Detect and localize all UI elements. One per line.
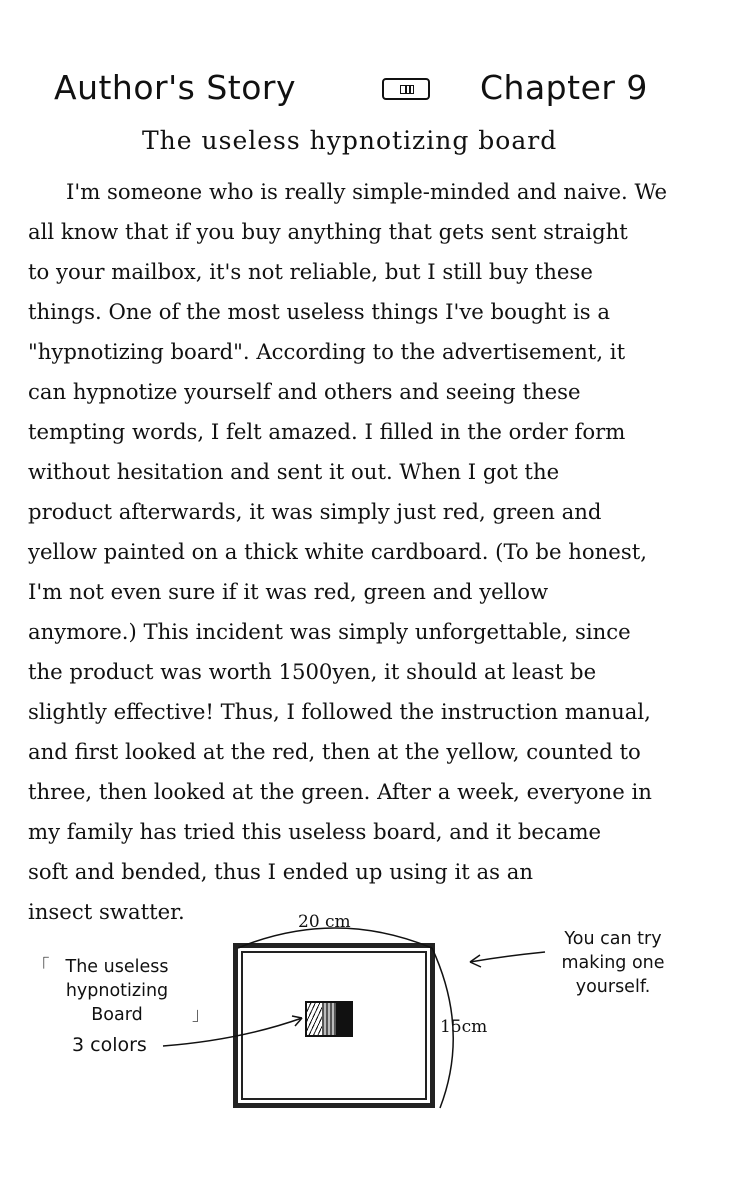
story-line: all know that if you buy anything that gets sent straight [28, 219, 628, 244]
bracket-close: 」 [192, 1005, 210, 1025]
story-line: things. One of the most useless things I've bought is a [28, 299, 610, 324]
story-line: anymore.) This incident was simply unforgettable, since [28, 619, 631, 644]
story-title: The useless hypnotizing board [142, 126, 558, 155]
story-line: my family has tried this useless board, and it became [28, 819, 602, 844]
story-line: soft and bended, thus I ended up using it as an [28, 859, 534, 884]
story-line: product afterwards, it was simply just red, green and [28, 499, 602, 524]
story-line: and first looked at the red, then at the yellow, counted to [28, 739, 641, 764]
story-line: "hypnotizing board". According to the advertisement, it [28, 339, 626, 364]
swatch-red [307, 1003, 322, 1035]
story-line: slightly effective! Thus, I followed the instruction manual, [28, 699, 651, 724]
story-line: yellow painted on a thick white cardboard. (To be honest, [28, 539, 647, 564]
swatch-green [336, 1003, 351, 1035]
story-line: the product was worth 1500yen, it should at least be [28, 659, 597, 684]
story-body [28, 172, 700, 932]
story-line: without hesitation and sent it out. When I got the [28, 459, 560, 484]
board-caption-line: hypnotizing [65, 981, 169, 1001]
bracket-open: 「 [32, 957, 50, 977]
color-swatch [305, 1001, 353, 1037]
try-caption-line: making one [561, 953, 665, 973]
width-label: 20 cm [298, 912, 351, 932]
story-line: I'm not even sure if it was red, green and yellow [28, 579, 549, 604]
header-chapter: Chapter 9 [480, 68, 648, 107]
board-caption-line: Board [91, 1005, 143, 1025]
story-line: three, then looked at the green. After a week, everyone in [28, 779, 652, 804]
height-label: 15cm [440, 1017, 488, 1037]
try-caption-line: You can try [564, 929, 662, 949]
colors-caption: 3 colors [72, 1034, 147, 1056]
story-line: can hypnotize yourself and others and seeing these [28, 379, 581, 404]
story-line: tempting words, I felt amazed. I filled in the order form [28, 419, 626, 444]
story-line: to your mailbox, it's not reliable, but I still buy these [28, 259, 593, 284]
board-caption-line: The useless [65, 957, 169, 977]
story-line: I'm someone who is really simple-minded and naive. We [66, 179, 668, 204]
swatch-yellow [322, 1003, 337, 1035]
try-caption [548, 927, 678, 999]
board-caption [32, 955, 210, 1027]
book-icon [382, 78, 430, 100]
story-line: insect swatter. [28, 899, 185, 924]
header-author-story: Author's Story [54, 68, 297, 107]
try-caption-line: yourself. [575, 977, 651, 997]
